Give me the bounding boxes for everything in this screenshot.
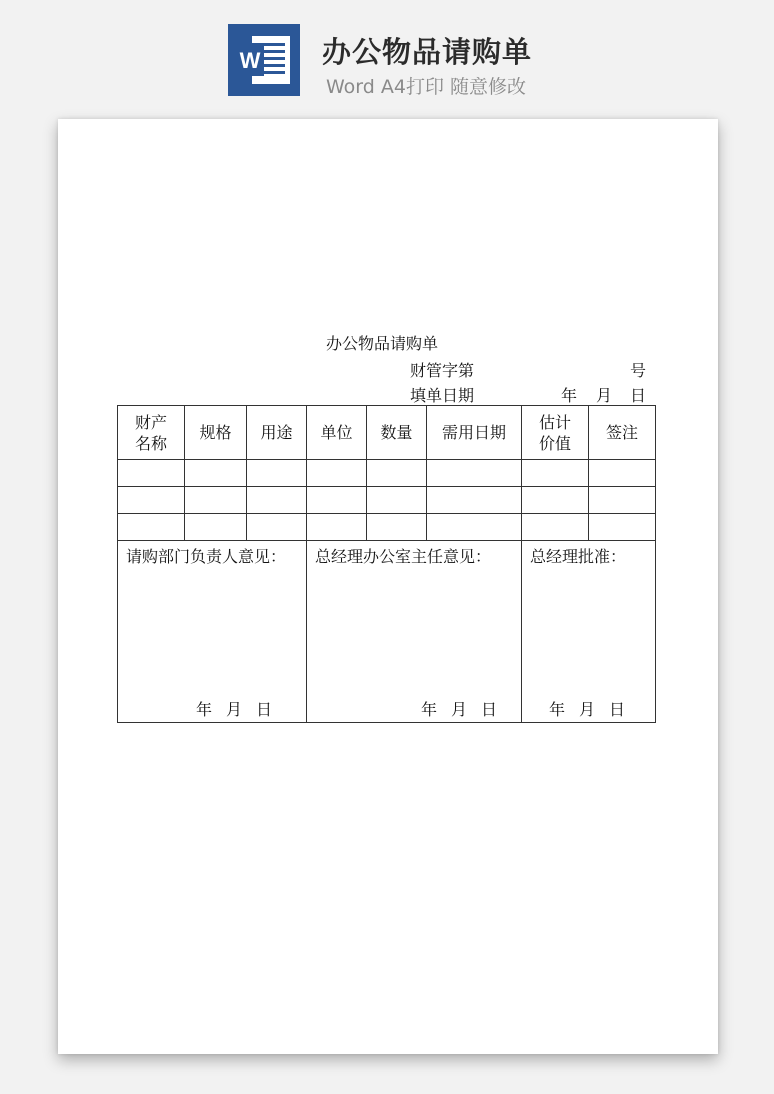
table-cell[interactable] — [185, 514, 247, 541]
header-required-date: 需用日期 — [427, 406, 522, 460]
table-cell[interactable] — [522, 487, 589, 514]
table-cell[interactable] — [522, 460, 589, 487]
header-remarks: 签注 — [589, 406, 656, 460]
header-title: 办公物品请购单 — [322, 35, 533, 69]
table-cell[interactable] — [118, 487, 185, 514]
table-cell[interactable] — [427, 514, 522, 541]
table-cell[interactable] — [307, 514, 367, 541]
table-cell[interactable] — [118, 514, 185, 541]
general-manager-approval-date: 年 月 日 — [549, 700, 626, 719]
table-cell[interactable] — [427, 487, 522, 514]
table-cell[interactable] — [367, 487, 427, 514]
fill-date-year: 年 — [561, 386, 578, 405]
header-spec: 规格 — [185, 406, 247, 460]
department-head-opinion-date: 年 月 日 — [196, 700, 273, 719]
purchase-request-table — [117, 405, 656, 723]
table-cell[interactable] — [247, 487, 307, 514]
table-row — [118, 487, 656, 514]
word-logo-icon — [228, 24, 300, 96]
header-quantity: 数量 — [367, 406, 427, 460]
document-page — [58, 119, 718, 1054]
table-cell[interactable] — [427, 460, 522, 487]
table-row — [118, 460, 656, 487]
fill-date-month: 月 — [596, 386, 613, 405]
office-director-opinion-date: 年 月 日 — [421, 700, 498, 719]
fill-date-day: 日 — [630, 386, 647, 405]
general-manager-approval-label: 总经理批准： — [530, 547, 627, 566]
office-director-opinion-label: 总经理办公室主任意见： — [315, 547, 492, 566]
table-cell[interactable] — [589, 487, 656, 514]
header-unit: 单位 — [307, 406, 367, 460]
table-cell[interactable] — [307, 460, 367, 487]
header-asset-name: 财产 名称 — [118, 406, 185, 460]
table-cell[interactable] — [247, 514, 307, 541]
header-subtitle: Word A4打印 随意修改 — [326, 76, 527, 98]
fill-date-label: 填单日期 — [410, 386, 475, 405]
table-row — [118, 514, 656, 541]
header-estimated-value: 估计 价值 — [522, 406, 589, 460]
table-cell[interactable] — [118, 460, 185, 487]
general-manager-approval[interactable] — [522, 541, 656, 723]
table-cell[interactable] — [247, 460, 307, 487]
department-head-opinion[interactable] — [118, 541, 307, 723]
reference-label: 财管字第 — [410, 361, 475, 380]
table-cell[interactable] — [367, 514, 427, 541]
table-cell[interactable] — [367, 460, 427, 487]
office-director-opinion[interactable] — [307, 541, 522, 723]
table-cell[interactable] — [522, 514, 589, 541]
table-cell[interactable] — [589, 514, 656, 541]
table-cell[interactable] — [589, 460, 656, 487]
document-title: 办公物品请购单 — [326, 334, 439, 353]
department-head-opinion-label: 请购部门负责人意见： — [126, 547, 287, 566]
reference-suffix: 号 — [630, 361, 647, 380]
header-usage: 用途 — [247, 406, 307, 460]
table-cell[interactable] — [185, 487, 247, 514]
table-cell[interactable] — [185, 460, 247, 487]
table-header-row — [118, 406, 656, 460]
svg-text:W: W — [239, 48, 261, 73]
table-cell[interactable] — [307, 487, 367, 514]
opinion-row — [118, 541, 656, 723]
